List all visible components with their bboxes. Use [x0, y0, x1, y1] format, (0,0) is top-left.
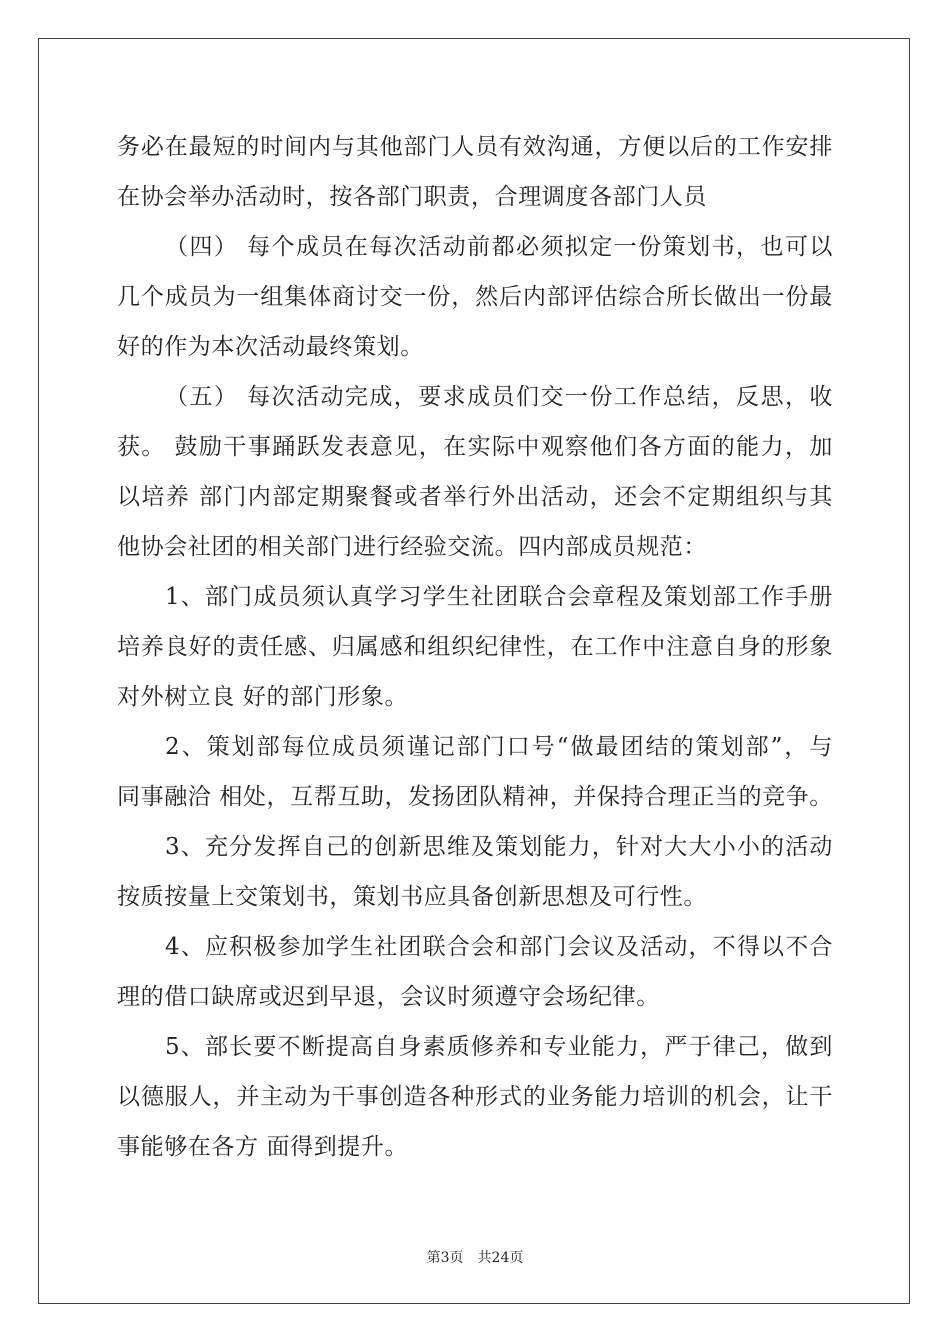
text-line: （五） 每次活动完成，要求成员们交一份工作总结，反思，收: [165, 384, 833, 410]
text-line: 在协会举办活动时，按各部门职责，合理调度各部门人员: [117, 184, 707, 210]
text-line: 1、部门成员须认真学习学生社团联合会章程及策划部工作手册: [165, 584, 833, 610]
page-border: [38, 38, 910, 1304]
text-line: 5、部长要不断提高自身素质修养和专业能力，严于律己，做到: [165, 1034, 833, 1060]
text-line: 理的借口缺席或迟到早退，会议时须遵守会场纪律。: [117, 984, 660, 1010]
text-line: 按质按量上交策划书，策划书应具备创新思想及可行性。: [117, 884, 707, 910]
text-line: 几个成员为一组集体商讨交一份，然后内部评估综合所长做出一份最: [117, 284, 833, 310]
text-line: 同事融洽 相处，互帮互助，发扬团队精神，并保持合理正当的竞争。: [117, 784, 833, 810]
text-line: 2、策划部每位成员须谨记部门口号“做最团结的策划部”，与: [165, 734, 833, 760]
text-line: 3、充分发挥自己的创新思维及策划能力，针对大大小小的活动: [165, 834, 833, 860]
text-line: 培养良好的责任感、归属感和组织纪律性，在工作中注意自身的形象: [117, 634, 833, 660]
text-line: （四） 每个成员在每次活动前都必须拟定一份策划书，也可以: [165, 234, 833, 260]
text-line: 他协会社团的相关部门进行经验交流。四内部成员规范：: [117, 534, 707, 560]
text-line: 以培养 部门内部定期聚餐或者举行外出活动，还会不定期组织与其: [117, 484, 833, 510]
text-line: 好的作为本次活动最终策划。: [117, 334, 424, 360]
text-line: 获。 鼓励干事踊跃发表意见，在实际中观察他们各方面的能力，加: [117, 434, 833, 460]
page-total: 共24页: [477, 1250, 524, 1266]
text-line: 务必在最短的时间内与其他部门人员有效沟通，方便以后的工作安排: [117, 134, 833, 160]
text-line: 事能够在各方 面得到提升。: [117, 1134, 409, 1160]
text-line: 4、应积极参加学生社团联合会和部门会议及活动，不得以不合: [165, 934, 833, 960]
page-number: 第3页: [426, 1250, 464, 1266]
page-footer: [0, 1249, 950, 1267]
text-line: 对外树立良 好的部门形象。: [117, 684, 409, 710]
text-line: 以德服人，并主动为干事创造各种形式的业务能力培训的机会，让干: [117, 1084, 833, 1110]
